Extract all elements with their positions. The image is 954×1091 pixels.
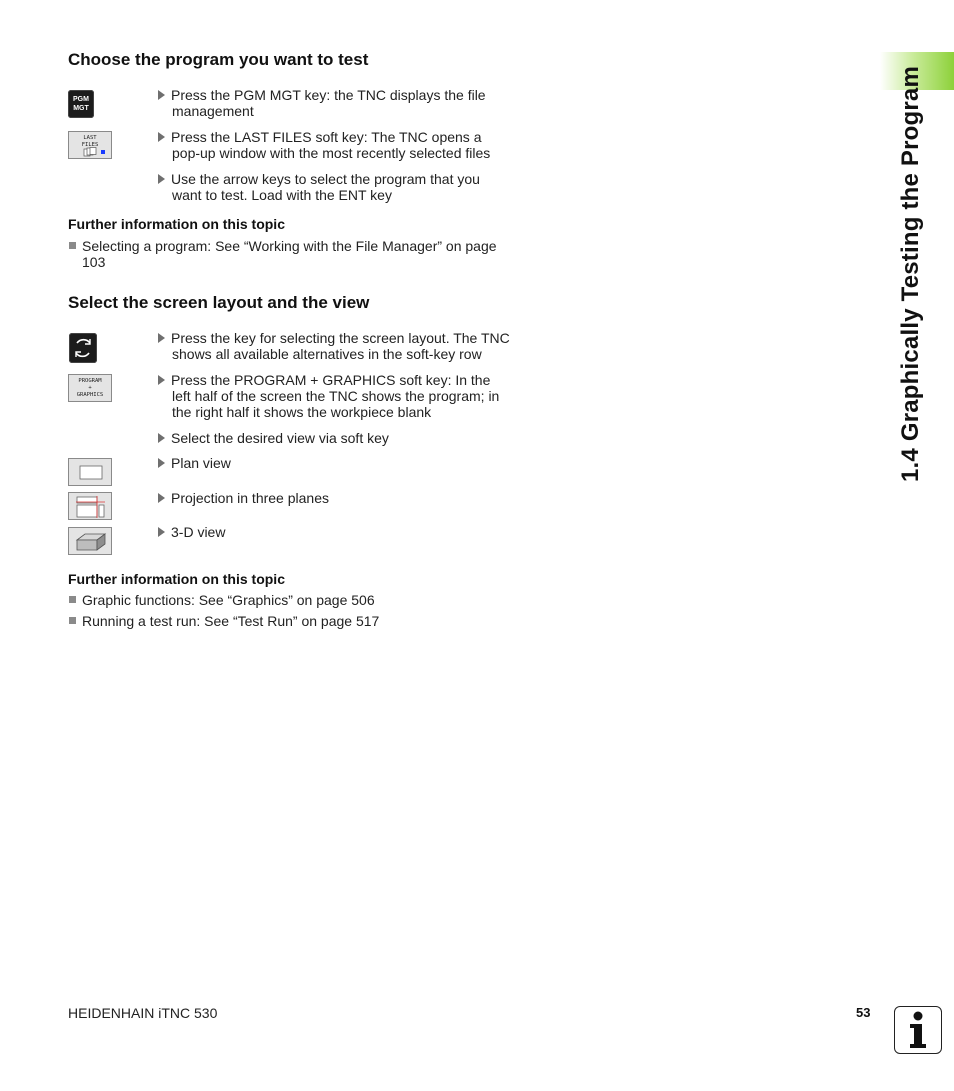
three-planes-icon xyxy=(75,495,107,519)
program-graphics-softkey[interactable]: PROGRAM + GRAPHICS xyxy=(68,374,112,402)
step-arrow-icon xyxy=(158,493,165,503)
files-icon xyxy=(83,147,107,157)
plan-view-icon xyxy=(79,465,103,480)
step-plan-view: Plan view xyxy=(158,455,531,471)
section-heading-screen-layout: Select the screen layout and the view xyxy=(68,293,370,312)
step-arrow-icon xyxy=(158,458,165,468)
section-heading-choose-program: Choose the program you want to test xyxy=(68,50,369,69)
further-info-item: Graphic functions: See “Graphics” on page 506 xyxy=(68,592,532,608)
step-three-planes: Projection in three planes xyxy=(158,490,531,506)
page-number: 53 xyxy=(856,1005,871,1020)
last-files-softkey[interactable]: LAST FILES xyxy=(68,131,112,159)
bullet-square-icon xyxy=(69,617,76,624)
further-info-item: Selecting a program: See “Working with the File Manager” on page 103 xyxy=(68,238,532,270)
step-arrow-icon xyxy=(158,174,165,184)
step-3d-view: 3-D view xyxy=(158,524,531,540)
step-program-graphics: Press the PROGRAM + GRAPHICS soft key: In the left half of the screen the TNC shows the program; in the right half it shows the workpiece blank xyxy=(158,372,531,420)
3d-block-icon xyxy=(75,532,107,552)
bullet-square-icon xyxy=(69,596,76,603)
step-arrow-icon xyxy=(158,433,165,443)
step-arrow-icon xyxy=(158,132,165,142)
further-info-heading-1: Further information on this topic xyxy=(68,216,285,232)
further-info-heading-2: Further information on this topic xyxy=(68,571,285,587)
step-select-view: Select the desired view via soft key xyxy=(158,430,531,446)
step-arrow-icon xyxy=(158,527,165,537)
pgm-mgt-key[interactable]: PGM MGT xyxy=(68,90,94,118)
3d-view-softkey[interactable] xyxy=(68,527,112,555)
step-last-files: Press the LAST FILES soft key: The TNC opens a pop-up window with the most recently selected files xyxy=(158,129,531,161)
info-icon xyxy=(894,1006,942,1054)
screen-layout-cycle-icon xyxy=(69,333,97,363)
bullet-square-icon xyxy=(69,242,76,249)
chapter-side-title: 1.4 Graphically Testing the Program xyxy=(897,65,924,482)
step-pgm-mgt: Press the PGM MGT key: the TNC displays the file management xyxy=(158,87,531,119)
step-arrow-icon xyxy=(158,90,165,100)
step-select-program: Use the arrow keys to select the program that you want to test. Load with the ENT key xyxy=(158,171,531,203)
footer-product: HEIDENHAIN iTNC 530 xyxy=(68,1005,218,1021)
three-planes-softkey[interactable] xyxy=(68,492,112,520)
further-info-item: Running a test run: See “Test Run” on page 517 xyxy=(68,613,532,629)
step-arrow-icon xyxy=(158,375,165,385)
screen-layout-key[interactable] xyxy=(69,333,97,363)
plan-view-softkey[interactable] xyxy=(68,458,112,486)
step-arrow-icon xyxy=(158,333,165,343)
step-screen-layout: Press the key for selecting the screen layout. The TNC shows all available alternatives in the soft-key row xyxy=(158,330,531,362)
